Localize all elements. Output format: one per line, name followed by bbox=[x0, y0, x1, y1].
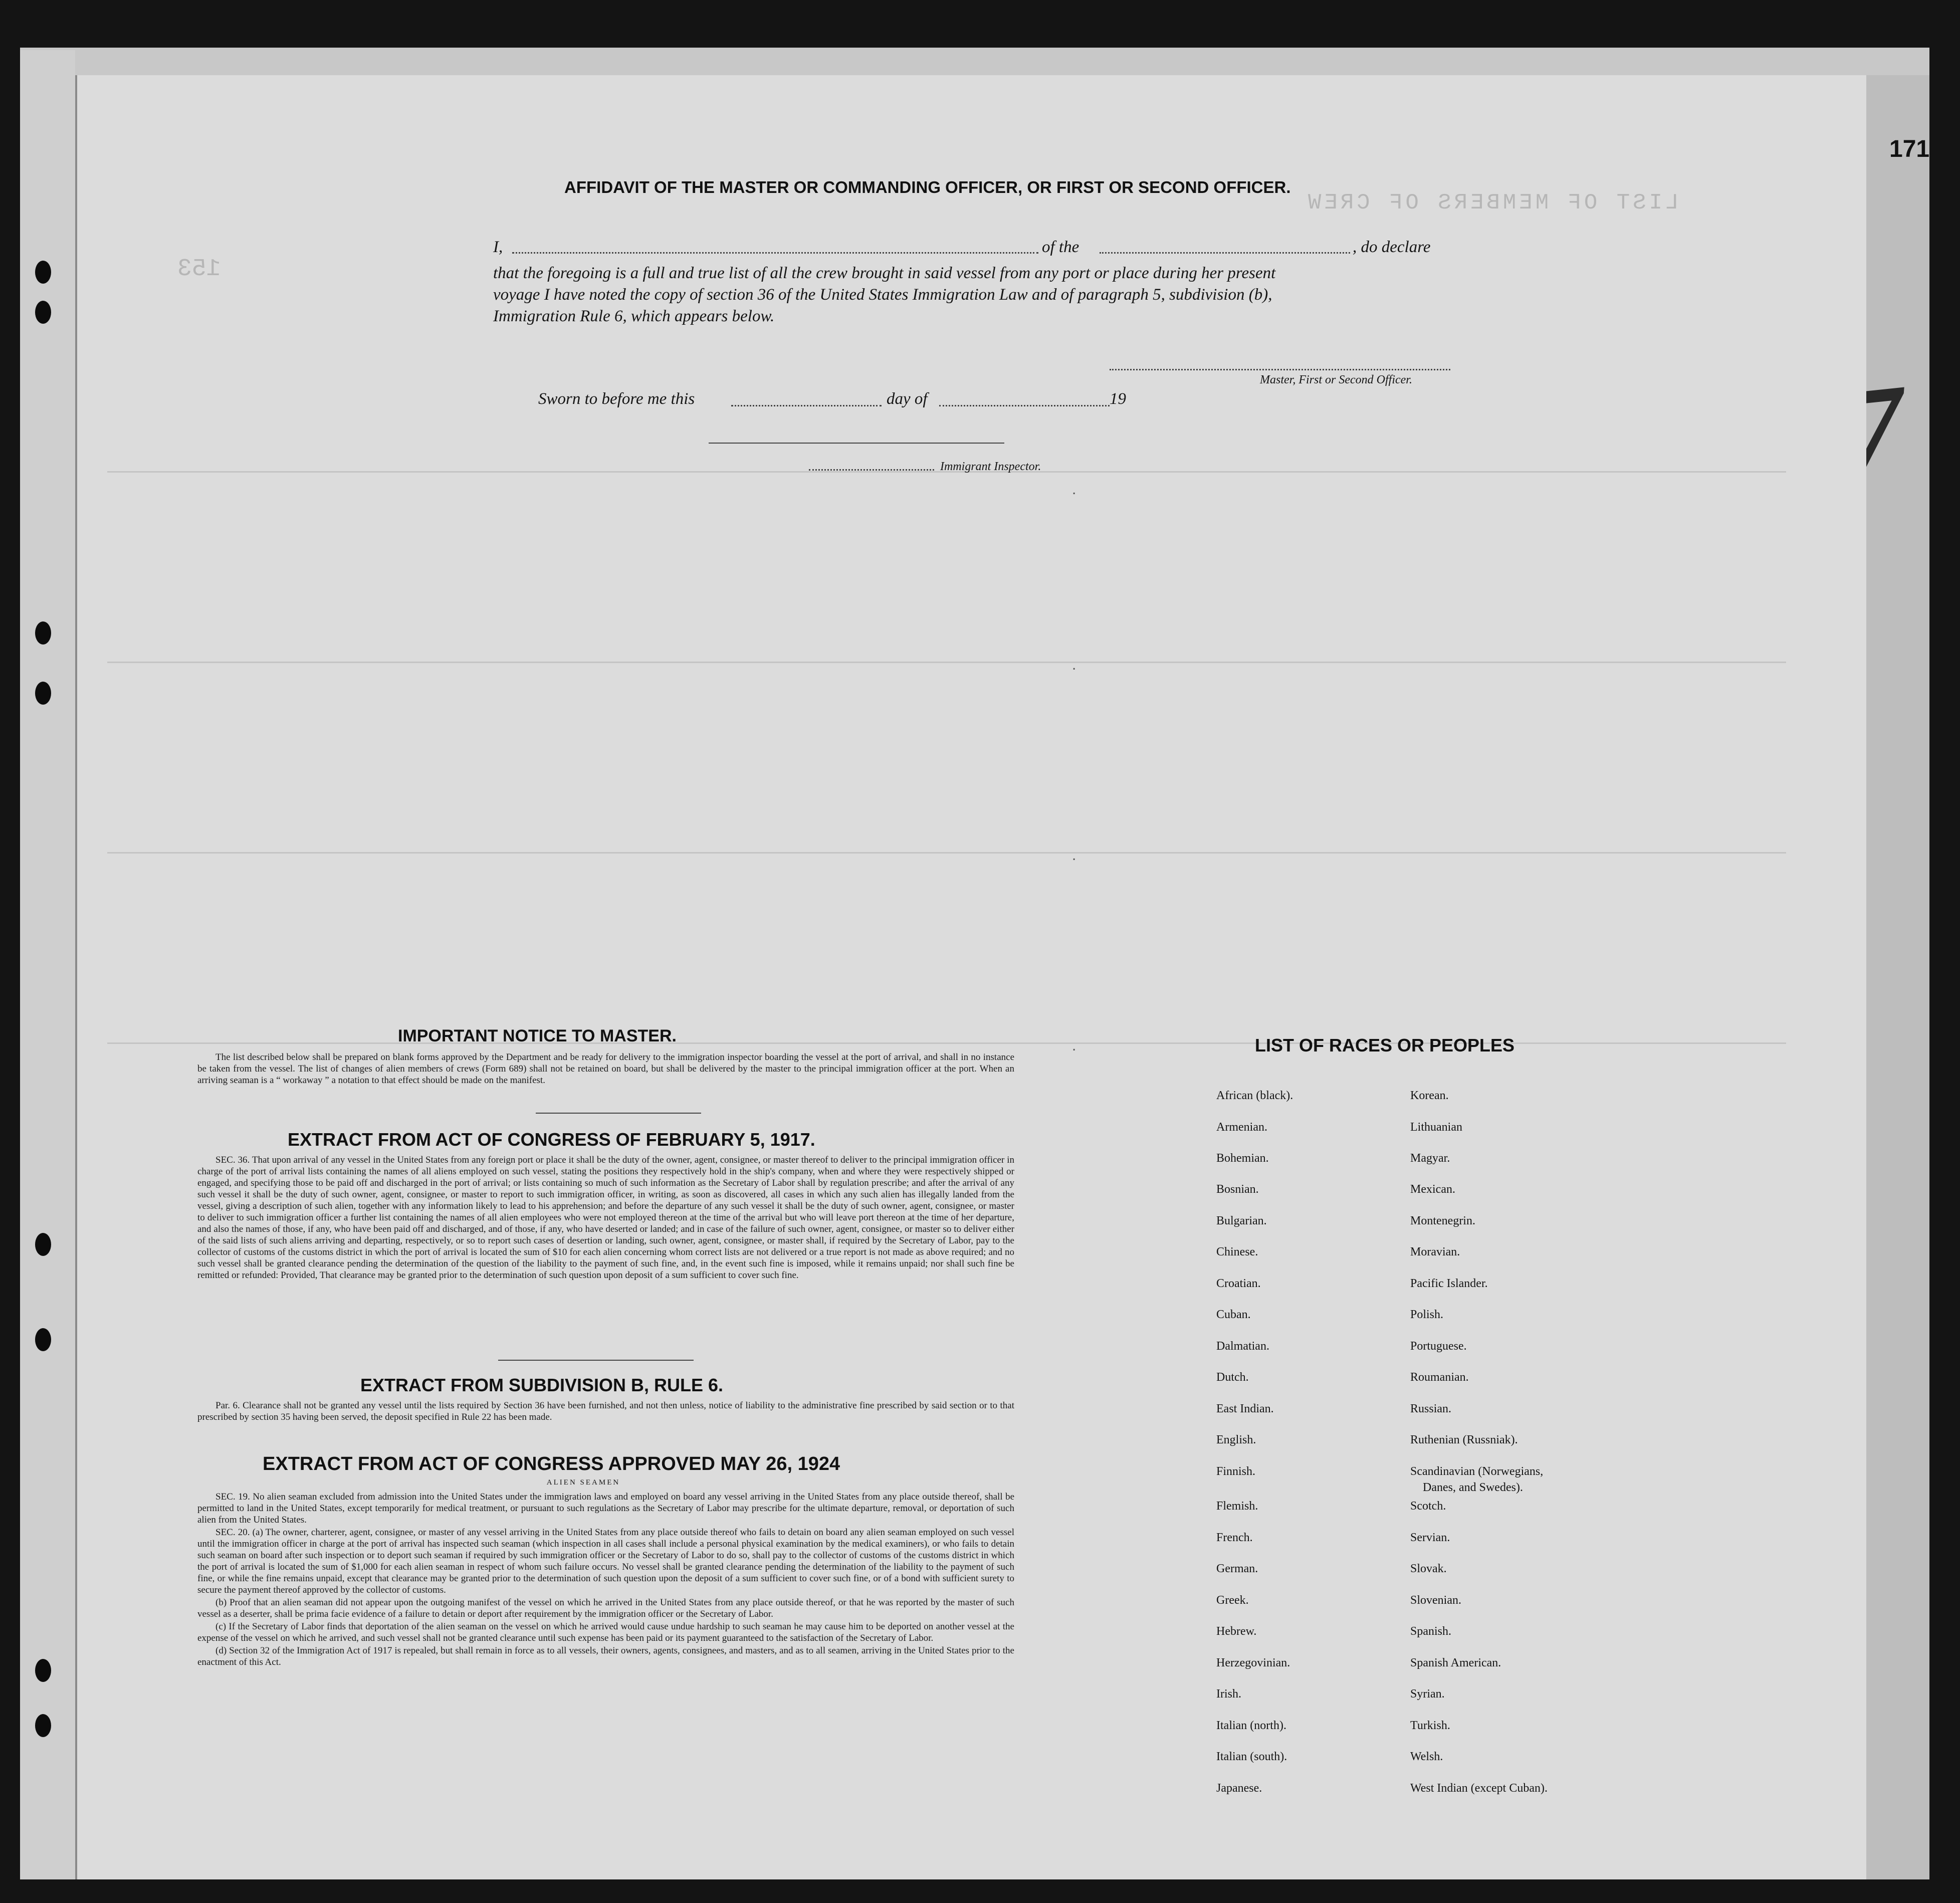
race-item: Russian. bbox=[1410, 1402, 1452, 1415]
race-item: Irish. bbox=[1216, 1687, 1241, 1701]
page-edge-left bbox=[20, 50, 75, 1879]
race-item: Spanish American. bbox=[1410, 1656, 1501, 1669]
race-item: Scandinavian (Norwegians, bbox=[1410, 1465, 1544, 1478]
race-item: Polish. bbox=[1410, 1308, 1444, 1321]
race-item: West Indian (except Cuban). bbox=[1410, 1782, 1548, 1795]
binder-hole bbox=[35, 621, 51, 645]
alien-seamen-subheading: ALIEN SEAMEN bbox=[546, 1478, 620, 1487]
binder-hole bbox=[35, 1714, 51, 1737]
sworn-month-blank bbox=[939, 404, 1110, 406]
affidavit-do-declare: , do declare bbox=[1353, 238, 1431, 256]
binder-hole bbox=[35, 261, 51, 284]
stray-mark: . bbox=[1072, 481, 1076, 498]
race-item: Magyar. bbox=[1410, 1152, 1450, 1165]
bleed-through-rule bbox=[107, 662, 1786, 663]
race-item: English. bbox=[1216, 1433, 1256, 1446]
race-item: Slovak. bbox=[1410, 1562, 1447, 1575]
race-item: Finnish. bbox=[1216, 1465, 1256, 1478]
race-item: Spanish. bbox=[1410, 1625, 1452, 1638]
race-item: Portuguese. bbox=[1410, 1340, 1467, 1353]
race-item: Lithuanian bbox=[1410, 1121, 1462, 1134]
race-item: Scotch. bbox=[1410, 1500, 1446, 1513]
sworn-text: Sworn to before me this bbox=[538, 390, 695, 408]
binder-hole bbox=[35, 682, 51, 705]
binder-hole bbox=[35, 301, 51, 324]
notice-paragraph: The list described below shall be prepared on blank forms approved by the Department and be ready for delivery to the immigration inspector boarding the vessel at the port of arrival, and shall in no instance be taken from the vessel. The list of changes of alien members of crews (Form 689) shall not be retained on board, but shall be delivered by the master to the principal immigration officer at the port. When an arriving seaman is a “ workaway ” a notation to that effect should be made on the manifest. bbox=[197, 1052, 1014, 1086]
day-of-text: day of bbox=[887, 390, 928, 408]
affidavit-line-2: that the foregoing is a full and true list of all the crew brought in said vessel from any port or place during her present bbox=[493, 264, 1276, 282]
race-item: Welsh. bbox=[1410, 1750, 1443, 1763]
section-20-paragraph: SEC. 20. (a) The owner, charterer, agent, consignee, or master of any vessel arriving in the United States from any place outside thereof who fails to detain on board any alien seaman employed on such vessel until the immigration officer in charge at the port of arrival has inspected such seaman (which inspection in all cases shall include a personal physical examination by the medical examiners), or who fails to detain such seaman on board after such inspection or to deport such seaman if required by such immigration officer or the Secretary of Labor to do so, shall pay to the collector of customs of the customs district in which the port of arrival is located the sum of $1,000 for each alien seaman in respect of whom such failure occurs. No vessel shall be granted clearance pending the determination of the liability to the payment of such fine, or while the fine remains unpaid, except that clearance may be granted prior to the determination of such question upon the deposit of a sum sufficient to cover such fine, or of a bond with sufficient surety to secure the payment thereof approved by the collector of customs. bbox=[197, 1527, 1014, 1595]
race-item: Syrian. bbox=[1410, 1687, 1445, 1701]
binder-hole bbox=[35, 1233, 51, 1256]
section-20d-paragraph: (d) Section 32 of the Immigration Act of 1917 is repealed, but shall remain in force as to all vessels, their owners, agents, consignees, and masters, and as to all seamen, arriving in the United States prior to the enactment of this Act. bbox=[197, 1645, 1014, 1667]
race-item: Dalmatian. bbox=[1216, 1340, 1269, 1353]
race-item: Bosnian. bbox=[1216, 1183, 1259, 1196]
race-item: Montenegrin. bbox=[1410, 1214, 1475, 1227]
race-item: African (black). bbox=[1216, 1089, 1293, 1102]
notice-text bbox=[197, 1051, 1014, 1087]
race-item: Turkish. bbox=[1410, 1719, 1450, 1732]
race-item: Roumanian. bbox=[1410, 1371, 1469, 1384]
race-item: French. bbox=[1216, 1531, 1253, 1544]
affidavit-heading: AFFIDAVIT OF THE MASTER OR COMMANDING OFFICER, OR FIRST OR SECOND OFFICER. bbox=[564, 178, 1291, 196]
race-item: Korean. bbox=[1410, 1089, 1449, 1102]
race-item: Flemish. bbox=[1216, 1500, 1258, 1513]
bleed-through-title: LIST OF MEMBERS OF CREW bbox=[1305, 190, 1679, 216]
race-item: Hebrew. bbox=[1216, 1625, 1257, 1638]
page-edge-top bbox=[20, 48, 1929, 78]
race-item: Italian (south). bbox=[1216, 1750, 1287, 1763]
section-19-paragraph: SEC. 19. No alien seaman excluded from admission into the United States under the immigration laws and employed on board any vessel arriving in the United States from any place outside thereof, shall be permitted to land in the United States, except temporarily for medical treatment, or pursuant to such regulations as the Secretary of Labor may prescribe for the ultimate departure, removal, or deportation of such alien from the United States. bbox=[197, 1492, 1014, 1525]
race-item: Japanese. bbox=[1216, 1782, 1262, 1795]
extract-1924-text bbox=[197, 1491, 1014, 1669]
race-item: Greek. bbox=[1216, 1594, 1249, 1607]
race-item: Italian (north). bbox=[1216, 1719, 1286, 1732]
master-signature-line bbox=[1110, 368, 1450, 370]
bleed-through-rule bbox=[107, 1042, 1786, 1044]
page-number: 171 bbox=[1889, 136, 1930, 162]
stray-mark: . bbox=[1072, 657, 1076, 673]
inspector-signature-label: Immigrant Inspector. bbox=[940, 460, 1041, 473]
affidavit-of-the: of the bbox=[1042, 238, 1079, 256]
extract-1917-heading: EXTRACT FROM ACT OF CONGRESS OF FEBRUARY 5, 1917. bbox=[288, 1129, 815, 1150]
paragraph-6: Par. 6. Clearance shall not be granted any vessel until the lists required by Section 36 have been furnished, and not then unless, notice of liability to the administrative fine prescribed by said section or to that prescribed by section 35 having been served, the deposit specified in Rule 22 has been made. bbox=[197, 1400, 1014, 1422]
race-item: Armenian. bbox=[1216, 1121, 1267, 1134]
extract-1917-text bbox=[197, 1154, 1014, 1282]
binder-hole bbox=[35, 1328, 51, 1351]
section-20c-paragraph: (c) If the Secretary of Labor finds that deportation of the alien seaman on the vessel on which he arrived would cause undue hardship to such seaman he may cause him to be deported on another vessel at the expense of the vessel on which he arrived, and such vessel shall not be granted clearance until such expense has been paid or its payment guaranteed to the satisfaction of the Secretary of Labor. bbox=[197, 1621, 1014, 1643]
sworn-year: 19 bbox=[1110, 390, 1126, 408]
races-heading: LIST OF RACES OR PEOPLES bbox=[1255, 1035, 1515, 1055]
section-20b-paragraph: (b) Proof that an alien seaman did not appear upon the outgoing manifest of the vessel on which he arrived in the United States from any place outside thereof, or that he was reported by the master of such vessel as a deserter, shall be prima facie evidence of a failure to detain or deport after requirement by the immigration officer or the Secretary of Labor. bbox=[197, 1597, 1014, 1619]
race-item: Slovenian. bbox=[1410, 1594, 1461, 1607]
race-item: Herzegovinian. bbox=[1216, 1656, 1290, 1669]
bleed-through-number: 153 bbox=[177, 256, 221, 283]
divider bbox=[536, 1113, 701, 1114]
extract-1924-heading: EXTRACT FROM ACT OF CONGRESS APPROVED MAY 26, 1924 bbox=[263, 1453, 840, 1474]
stray-mark: . bbox=[1072, 847, 1076, 864]
race-item: Moravian. bbox=[1410, 1245, 1460, 1258]
race-item: Cuban. bbox=[1216, 1308, 1251, 1321]
divider bbox=[498, 1360, 694, 1361]
affidavit-line-3: voyage I have noted the copy of section 36 of the United States Immigration Law and of paragraph 5, subdivision (b), bbox=[493, 286, 1272, 304]
binder-hole bbox=[35, 1659, 51, 1682]
inspector-rule bbox=[709, 443, 1004, 444]
race-item: Bohemian. bbox=[1216, 1152, 1269, 1165]
master-signature-label: Master, First or Second Officer. bbox=[1260, 373, 1412, 386]
race-item: Danes, and Swedes). bbox=[1423, 1481, 1523, 1494]
race-item: Chinese. bbox=[1216, 1245, 1258, 1258]
race-item: Croatian. bbox=[1216, 1277, 1261, 1290]
race-item: German. bbox=[1216, 1562, 1258, 1575]
stray-mark: . bbox=[1072, 1037, 1076, 1054]
document-page bbox=[75, 75, 1866, 1879]
name-blank bbox=[512, 252, 1038, 254]
subdivision-heading: EXTRACT FROM SUBDIVISION B, RULE 6. bbox=[360, 1375, 724, 1395]
race-item: Mexican. bbox=[1410, 1183, 1455, 1196]
subdivision-text bbox=[197, 1400, 1014, 1424]
inspector-signature-line bbox=[809, 469, 934, 471]
affidavit-i: I, bbox=[493, 238, 503, 256]
race-item: Servian. bbox=[1410, 1531, 1450, 1544]
race-item: Pacific Islander. bbox=[1410, 1277, 1488, 1290]
page-edge-right bbox=[1864, 75, 1929, 1879]
race-item: Dutch. bbox=[1216, 1371, 1249, 1384]
sworn-day-blank bbox=[731, 404, 882, 406]
affidavit-line-4: Immigration Rule 6, which appears below. bbox=[493, 307, 775, 325]
notice-heading: IMPORTANT NOTICE TO MASTER. bbox=[398, 1026, 677, 1045]
race-item: Ruthenian (Russniak). bbox=[1410, 1433, 1518, 1446]
race-item: Bulgarian. bbox=[1216, 1214, 1267, 1227]
vessel-blank bbox=[1100, 252, 1350, 254]
race-item: East Indian. bbox=[1216, 1402, 1274, 1415]
bleed-through-rule bbox=[107, 852, 1786, 854]
section-36-paragraph: SEC. 36. That upon arrival of any vessel in the United States from any foreign port or place it shall be the duty of the owner, agent, consignee, or master thereof to deliver to the principal immigration officer in charge of the port of arrival lists containing the names of all aliens employed on such vessel, stating the positions they respectively hold in the ship's company, when and where they were respectively shipped or engaged, and specifying those to be paid off and discharged in the port of arrival; or lists containing so much of such information as the Secretary of Labor shall by regulation prescribe; and after the arrival of any such vessel it shall be the duty of such owner, agent, consignee, or master to report to such immigration officer, in writing, as soon as discovered, all cases in which any such alien has illegally landed from the vessel, giving a description of such alien, together with any information likely to lead to his apprehension; and before the departure of any such vessel it shall be the duty of such owner, agent, consignee, or master to deliver to such immigration officer a further list containing the names of all alien employees who were not employed thereon at the time of the arrival but who will leave port thereon at the time of her departure, and also the names of those, if any, who have been paid off and discharged, and of those, if any, who have deserted or landed; and in case of the failure of such owner, agent, consignee, or master so to deliver either of the said lists of such aliens arriving and departing, respectively, or so to report such cases of desertion or landing, such owner, agent, consignee, or master shall, if required by the Secretary of Labor, pay to the collector of customs of the customs district in which the port of arrival is located the sum of $10 for each alien concerning whom correct lists are not delivered or a true report is not made as above required; and no such vessel shall be granted clearance pending the determination of the question of the liability to the payment of such fine, and, in the event such fine is imposed, while it remains unpaid; nor shall such fine be remitted or refunded: Provided, That clearance may be granted prior to the determination of such question upon deposit of a sum sufficient to cover such fine. bbox=[197, 1155, 1014, 1281]
